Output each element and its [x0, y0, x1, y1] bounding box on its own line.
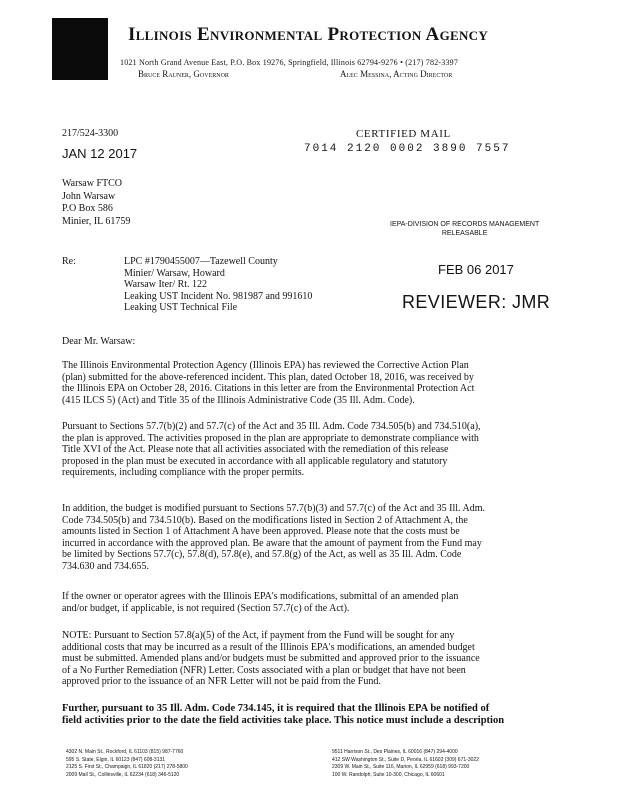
paragraph-owner-agrees — [62, 591, 534, 614]
paragraph-line: Title XVI of the Act. Please note that all activities associated with the remediation of this release — [62, 444, 449, 456]
footer-line: 412 SW Washington St., Suite D, Peoria, IL 61602 (309) 671-3022 — [332, 756, 479, 763]
paragraph-line: and/or budget, if applicable, is not required (Section 57.7(c) of the Act). — [62, 602, 350, 614]
footer-offices-right — [332, 749, 479, 779]
addressee-line: John Warsaw — [62, 190, 116, 202]
paragraph-line: In addition, the budget is modified pursuant to Sections 57.7(b)(3) and 57.7(c) of the Act and 35 Ill. Adm. — [62, 503, 485, 514]
agency-title: Illinois Environmental Protection Agency — [128, 24, 489, 45]
paragraph-line: NOTE: Pursuant to Section 57.8(a)(5) of the Act, if payment from the Fund will be sought for any — [62, 630, 455, 641]
paragraph-line: The Illinois Environmental Protection Agency (Illinois EPA) has reviewed the Corrective Action Plan — [62, 360, 469, 371]
paragraph-line: Further, pursuant to 35 Ill. Adm. Code 734.145, it is required that the Illinois EPA be notified of — [62, 703, 490, 714]
salutation: Dear Mr. Warsaw: — [62, 336, 136, 347]
paragraph-line: (plan) submitted for the above-referenced incident. This plan, dated October 18, 2016, was received by — [62, 371, 474, 383]
agency-address: 1021 North Grand Avenue East, P.O. Box 19276, Springfield, Illinois 62794-9276 • (217) 782-3397 — [120, 58, 459, 67]
paragraph-line: requirements, including compliance with the proper permits. — [62, 467, 305, 479]
re-line: Minier/ Warsaw, Howard — [124, 267, 225, 279]
paragraph-line: amounts listed in Section 1 of Attachment A have been approved. Please note that the costs must be — [62, 526, 460, 538]
date-stamp: JAN 12 2017 — [62, 146, 138, 161]
paragraph-line: Code 734.505(b) and 734.510(b). Based on the modifications listed in Section 2 of Attachment A, the — [62, 514, 468, 526]
received-date-stamp: FEB 06 2017 — [438, 262, 514, 277]
addressee-block — [62, 178, 130, 228]
addressee-line: Warsaw FTCO — [62, 178, 123, 189]
paragraph-line: additional costs that may be incurred as a result of the Illinois EPA's modifications, an amended budget — [62, 641, 475, 653]
paragraph-line: of a No Further Remediation (NFR) Letter. Costs associated with a plan or budget that have not been — [62, 664, 466, 676]
re-line: Leaking UST Incident No. 981987 and 991610 — [124, 290, 313, 302]
reviewer-stamp: REVIEWER: JMR — [402, 292, 551, 312]
paragraph-line: approved prior to the issuance of an NFR Letter will not be paid from the Fund. — [62, 676, 381, 688]
re-line: Warsaw Iter/ Rt. 122 — [124, 279, 208, 291]
addressee-line: P.O Box 586 — [62, 203, 113, 214]
paragraph-line: the plan is approved. The activities proposed in the plan are appropriate to demonstrate compliance with — [62, 432, 479, 444]
paragraph-line: be limited by Sections 57.7(c), 57.8(d), 57.8(e), and 57.8(g) of the Act, as well as 35 Ill. Adm. Code — [62, 549, 462, 561]
re-line: LPC #1790455007—Tazewell County — [124, 256, 278, 267]
paragraph-line: proposed in the plan must be executed in accordance with all applicable regulatory and statutory — [62, 455, 448, 467]
records-stamp-line: IEPA-DIVISION OF RECORDS MANAGEMENT — [390, 221, 540, 228]
paragraph-line: the Illinois EPA on October 28, 2016. Citations in this letter are from the Environmental Protection Act — [62, 383, 475, 395]
paragraph-budget-modified — [62, 503, 534, 573]
footer-line: 2009 Mall St., Collinsville, IL 62234 (618) 346-5120 — [66, 771, 180, 778]
re-line: Leaking UST Technical File — [124, 302, 238, 314]
addressee-line: Minier, IL 61759 — [62, 215, 131, 227]
governor-name: Bruce Rauner, Governor — [138, 69, 229, 79]
phone-number: 217/524-3300 — [62, 128, 119, 139]
director-name: Alec Messina, Acting Director — [340, 69, 453, 79]
certified-mail-number: 7014 2120 0002 3890 7557 — [304, 143, 511, 155]
footer-line: 595 S. State, Elgin, IL 60123 (847) 608-3131 — [66, 756, 166, 763]
re-label: Re: — [62, 256, 76, 267]
paragraph-field-notice — [62, 703, 534, 727]
footer-line: 9511 Harrison St., Des Plaines, IL 60016 (847) 294-4000 — [332, 749, 458, 755]
paragraph-plan-approved — [62, 421, 534, 479]
footer-line: 100 W. Randolph, Suite 10-300, Chicago, IL 60601 — [332, 771, 445, 778]
paragraph-line: If the owner or operator agrees with the Illinois EPA's modifications, submittal of an amended plan — [62, 591, 459, 602]
agency-logo — [52, 18, 108, 80]
footer-offices-left — [66, 749, 188, 779]
paragraph-line: Pursuant to Sections 57.7(b)(2) and 57.7(c) of the Act and 35 Ill. Adm. Code 734.505(b) and 734.510(a), — [62, 421, 481, 432]
paragraph-note — [62, 630, 534, 688]
paragraph-plan-review — [62, 360, 534, 406]
records-stamp-line: RELEASABLE — [441, 230, 488, 237]
paragraph-line: must be submitted. Amended plans and/or budgets must be submitted and approved prior to the issuance — [62, 653, 480, 665]
paragraph-line: 734.630 and 734.655. — [62, 560, 149, 572]
re-block — [124, 256, 312, 314]
footer-line: 2309 W. Main St., Suite 116, Marion, IL 62959 (618) 993-7200 — [332, 764, 470, 770]
paragraph-line: field activities prior to the date the field activities take place. This notice must include a description — [62, 715, 505, 726]
records-management-stamp — [390, 220, 539, 238]
footer-line: 2125 S. First St., Champaign, IL 61820 (217) 278-5800 — [66, 764, 188, 770]
footer-line: 4302 N. Main St., Rockford, IL 61103 (815) 987-7760 — [66, 749, 184, 755]
paragraph-line: incurred in accordance with the approved plan. Be aware that the amount of payment from the Fund may — [62, 537, 482, 549]
certified-mail-label: CERTIFIED MAIL — [356, 128, 451, 140]
paragraph-line: (415 ILCS 5) (Act) and Title 35 of the Illinois Administrative Code (35 Ill. Adm. Code). — [62, 394, 415, 406]
